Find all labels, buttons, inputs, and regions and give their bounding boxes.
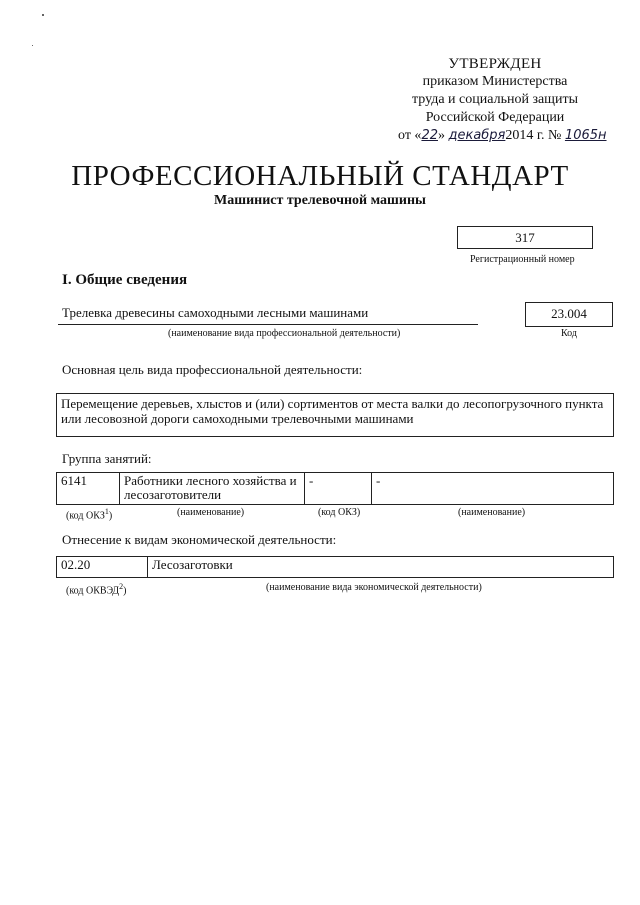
economic-activity-table bbox=[56, 556, 614, 578]
okz-code-cell bbox=[57, 473, 120, 505]
okz-code-2-caption: (код ОКЗ) bbox=[318, 507, 361, 518]
document-title: ПРОФЕССИОНАЛЬНЫЙ СТАНДАРТ bbox=[71, 160, 569, 192]
approval-line-1: приказом Министерства bbox=[422, 74, 568, 89]
economic-activity-name-cell bbox=[148, 557, 614, 578]
approval-line-3: Российской Федерации bbox=[425, 110, 565, 125]
economic-activity-name: Лесозаготовки bbox=[152, 557, 233, 572]
activity-code-box bbox=[525, 302, 613, 327]
occupation-name-caption: (наименование) bbox=[177, 507, 245, 518]
okved-code-cell bbox=[57, 557, 148, 578]
activity-name: Трелевка древесины самоходными лесными машинами bbox=[62, 305, 369, 320]
handwritten-order-number: 1065н bbox=[564, 128, 607, 143]
scan-speck bbox=[32, 45, 33, 46]
activity-underline bbox=[58, 324, 478, 325]
activity-caption: (наименование вида профессиональной деятельности) bbox=[168, 328, 401, 339]
approval-line-2: труда и социальной защиты bbox=[412, 92, 578, 107]
occupation-name-2: - bbox=[376, 473, 381, 488]
occupation-name-line-1: Работники лесного хозяйства и bbox=[124, 473, 297, 488]
goal-label: Основная цель вида профессиональной деятельности: bbox=[62, 362, 363, 377]
registration-number-box bbox=[457, 226, 593, 249]
document-subtitle: Машинист трелевочной машины bbox=[214, 193, 426, 208]
table-row bbox=[57, 473, 614, 505]
date-prefix: от « bbox=[398, 128, 422, 143]
approval-block bbox=[390, 55, 607, 145]
table-row bbox=[57, 557, 614, 578]
occupation-name-2-cell bbox=[372, 473, 614, 505]
occupation-name-2-caption: (наименование) bbox=[458, 507, 526, 518]
activity-code: 23.004 bbox=[551, 306, 587, 321]
group-label: Группа занятий: bbox=[62, 451, 152, 466]
economic-activity-caption: (наименование вида экономической деятельности) bbox=[266, 582, 482, 593]
date-mid: » bbox=[437, 128, 449, 143]
registration-number-label: Регистрационный номер bbox=[470, 254, 575, 265]
approval-order-line bbox=[390, 127, 607, 145]
occupation-name-line-2: лесозаготовители bbox=[124, 487, 222, 502]
goal-text-line-2: или лесовозной дороги самоходными трелевочными машинами bbox=[61, 411, 414, 426]
okz-code-2: - bbox=[309, 473, 314, 488]
date-year: 2014 г. № bbox=[505, 128, 562, 143]
econ-label: Отнесение к видам экономической деятельности: bbox=[62, 532, 337, 547]
registration-number: 317 bbox=[515, 230, 535, 245]
goal-text-line-1: Перемещение деревьев, хлыстов и (или) сортиментов от места валки до лесопогрузочного пункта bbox=[61, 396, 604, 411]
handwritten-day: 22 bbox=[421, 128, 438, 143]
section-title: I. Общие сведения bbox=[62, 272, 188, 288]
handwritten-month: декабря bbox=[448, 128, 506, 143]
okz-code-2-cell bbox=[305, 473, 372, 505]
goal-box bbox=[56, 393, 614, 437]
scan-speck bbox=[42, 14, 44, 16]
occupation-name-cell bbox=[120, 473, 305, 505]
okz-code: 6141 bbox=[61, 473, 87, 488]
okved-code-caption: (код ОКВЭД$^2$) bbox=[66, 582, 127, 597]
okz-code-caption: (код ОКЗ$^1$) bbox=[66, 507, 113, 522]
code-caption: Код bbox=[561, 328, 577, 339]
approval-heading: УТВЕРЖДЕН bbox=[448, 56, 542, 72]
okved-code: 02.20 bbox=[61, 557, 91, 572]
occupation-group-table bbox=[56, 472, 614, 505]
